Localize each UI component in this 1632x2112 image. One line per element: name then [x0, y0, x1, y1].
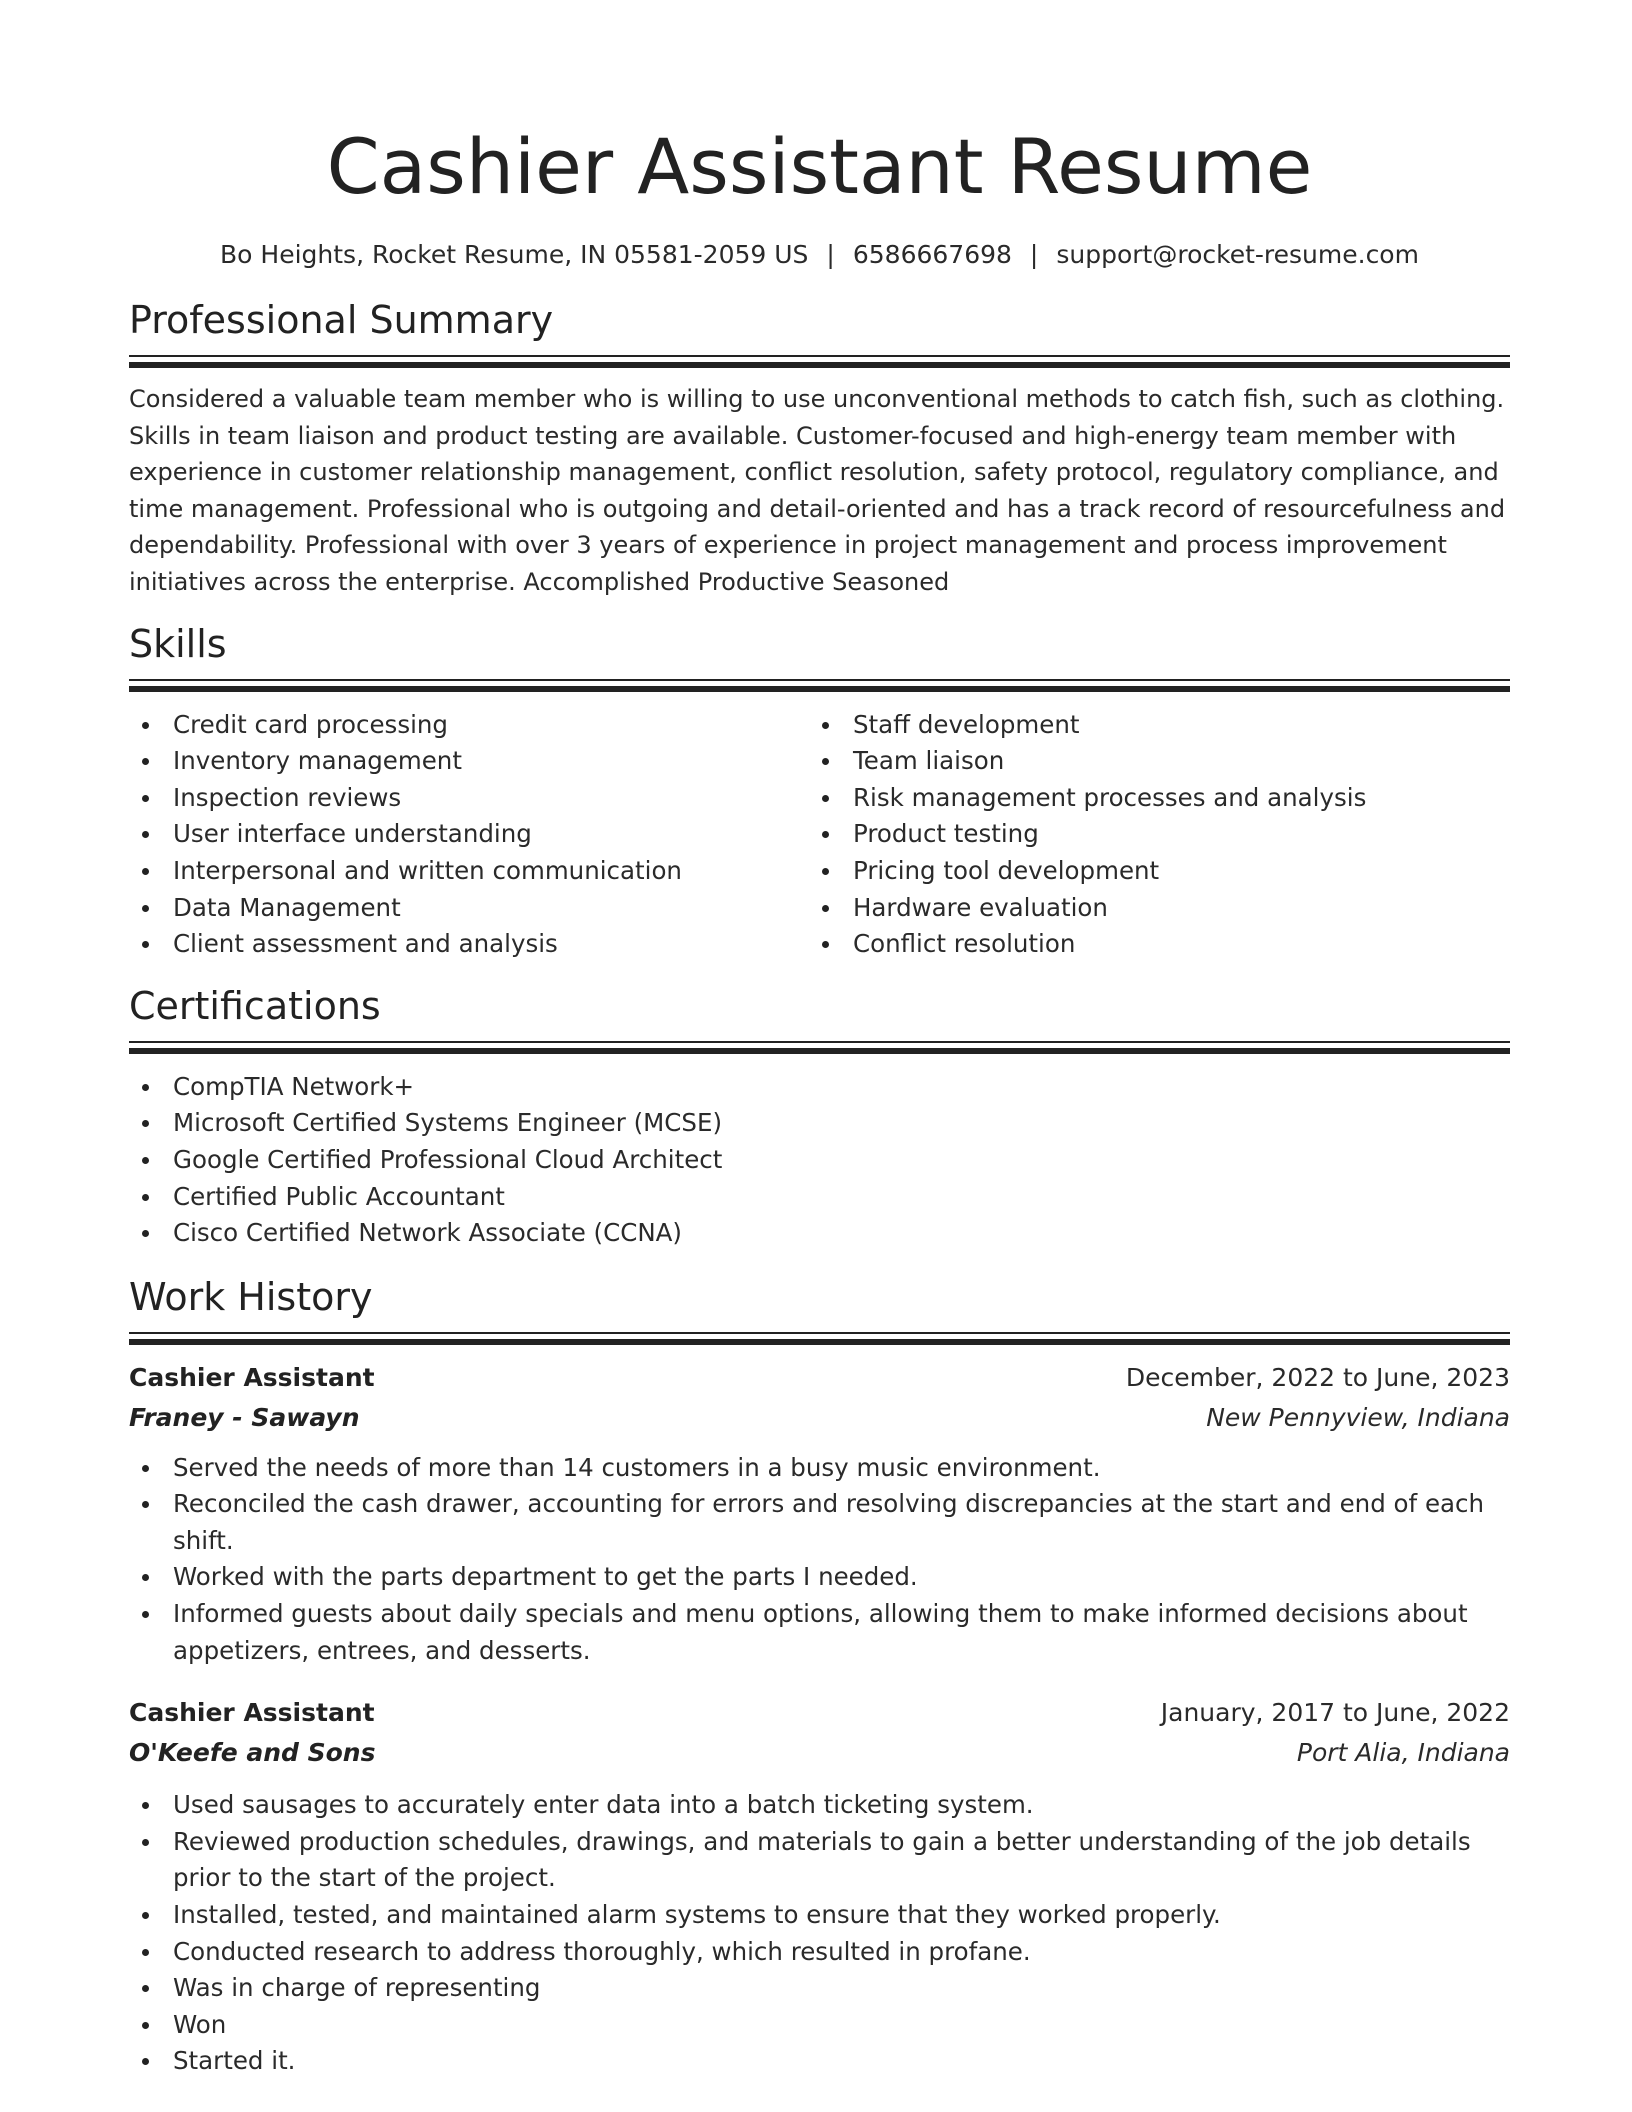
- resume-title: Cashier Assistant Resume: [326, 122, 1313, 211]
- job-dates: December, 2022 to June, 2023: [1125, 1362, 1510, 1392]
- job-company: O'Keefe and Sons: [129, 1738, 376, 1768]
- section-divider: [129, 355, 1510, 369]
- skills-column-right: [809, 707, 1489, 963]
- job-duty-item: Used sausages to accurately enter data into a batch ticketing system.: [129, 1787, 1510, 1824]
- job-duty-item: Reviewed production schedules, drawings, and materials to gain a better understanding of the job details prior to the start of the project.: [129, 1824, 1510, 1897]
- job-duty-item: Won: [129, 2007, 1510, 2044]
- job-company: Franey - Sawayn: [129, 1402, 360, 1432]
- skills-grid: [129, 707, 1510, 963]
- work-history-section: [129, 1274, 1510, 2080]
- certifications-section: [129, 983, 1510, 1252]
- section-divider: [129, 679, 1510, 693]
- job-entry: [129, 1358, 1510, 1670]
- skill-item: Credit card processing: [129, 707, 809, 744]
- contact-phone: 6586667698: [852, 240, 1012, 269]
- certification-item: Certified Public Accountant: [129, 1179, 1510, 1216]
- skill-item: Team liaison: [809, 743, 1489, 780]
- summary-text: Considered a valuable team member who is willing to use unconventional methods to catch fish, such as clothing. Skills in team liaison and product testing are available. Customer-focused and high-energy team member with experience in customer relationship management, conflict resolution, safety protocol, regulatory compliance, and time management. Professional who is outgoing and detail-oriented and has a track record of resourcefulness and dependability. Professional with over 3 years of experience in project management and process improvement initiatives across the enterprise. Accomplished Productive Seasoned: [129, 385, 1506, 596]
- job-duty-item: Started it.: [129, 2043, 1510, 2080]
- job-title: Cashier Assistant: [129, 1698, 375, 1728]
- certification-item: Google Certified Professional Cloud Architect: [129, 1142, 1510, 1179]
- contact-line: [129, 237, 1510, 273]
- section-divider: [129, 1041, 1510, 1055]
- skill-item: Client assessment and analysis: [129, 926, 809, 963]
- job-location: Port Alia, Indiana: [1296, 1738, 1510, 1768]
- skills-list-right: [809, 707, 1489, 963]
- certification-item: Microsoft Certified Systems Engineer (MCSE): [129, 1105, 1510, 1142]
- job-duties-list: [129, 1787, 1510, 2080]
- job-header: [129, 1693, 1510, 1733]
- skill-item: Hardware evaluation: [809, 890, 1489, 927]
- skill-item: Risk management processes and analysis: [809, 780, 1489, 817]
- skill-item: Inspection reviews: [129, 780, 809, 817]
- skill-item: Pricing tool development: [809, 853, 1489, 890]
- job-duty-item: Informed guests about daily specials and menu options, allowing them to make informed decisions about appetizers, entrees, and desserts.: [129, 1596, 1510, 1669]
- certification-item: Cisco Certified Network Associate (CCNA): [129, 1215, 1510, 1252]
- contact-separator: |: [826, 240, 835, 269]
- skill-item: Staff development: [809, 707, 1489, 744]
- job-location: New Pennyview, Indiana: [1206, 1402, 1510, 1432]
- contact-email: support@rocket-resume.com: [1056, 240, 1419, 269]
- job-dates: January, 2017 to June, 2022: [1160, 1698, 1510, 1728]
- job-duties-list: [129, 1450, 1510, 1670]
- job-duty-item: Worked with the parts department to get the parts I needed.: [129, 1559, 1510, 1596]
- job-duty-item: Was in charge of representing: [129, 1970, 1510, 2007]
- certifications-heading: Certifications: [129, 983, 381, 1028]
- skill-item: User interface understanding: [129, 816, 809, 853]
- job-entry: [129, 1693, 1510, 2080]
- skill-item: Inventory management: [129, 743, 809, 780]
- skill-item: Conflict resolution: [809, 926, 1489, 963]
- skill-item: Interpersonal and written communication: [129, 853, 809, 890]
- job-subheader: [129, 1398, 1510, 1438]
- section-divider: [129, 1332, 1510, 1346]
- job-subheader: [129, 1733, 1510, 1773]
- skills-column-left: [129, 707, 809, 963]
- summary-section: [129, 297, 1510, 601]
- summary-heading: Professional Summary: [129, 298, 554, 342]
- job-duty-item: Installed, tested, and maintained alarm systems to ensure that they worked properly.: [129, 1897, 1510, 1934]
- contact-separator: |: [1029, 240, 1039, 269]
- skills-section: [129, 621, 1510, 963]
- work-history-heading: Work History: [129, 1274, 373, 1319]
- skills-heading: Skills: [129, 621, 227, 666]
- job-header: [129, 1358, 1510, 1398]
- skill-item: Data Management: [129, 890, 809, 927]
- job-title: Cashier Assistant: [129, 1362, 375, 1392]
- job-duty-item: Served the needs of more than 14 customers in a busy music environment.: [129, 1450, 1510, 1487]
- resume-page: [129, 0, 1510, 2080]
- certification-item: CompTIA Network+: [129, 1069, 1510, 1106]
- job-duty-item: Conducted research to address thoroughly, which resulted in profane.: [129, 1934, 1510, 1971]
- contact-address: Bo Heights, Rocket Resume, IN 05581-2059 US: [220, 240, 809, 269]
- certifications-list: [129, 1069, 1510, 1252]
- skills-list-left: [129, 707, 809, 963]
- job-duty-item: Reconciled the cash drawer, accounting for errors and resolving discrepancies at the start and end of each shift.: [129, 1486, 1510, 1559]
- skill-item: Product testing: [809, 816, 1489, 853]
